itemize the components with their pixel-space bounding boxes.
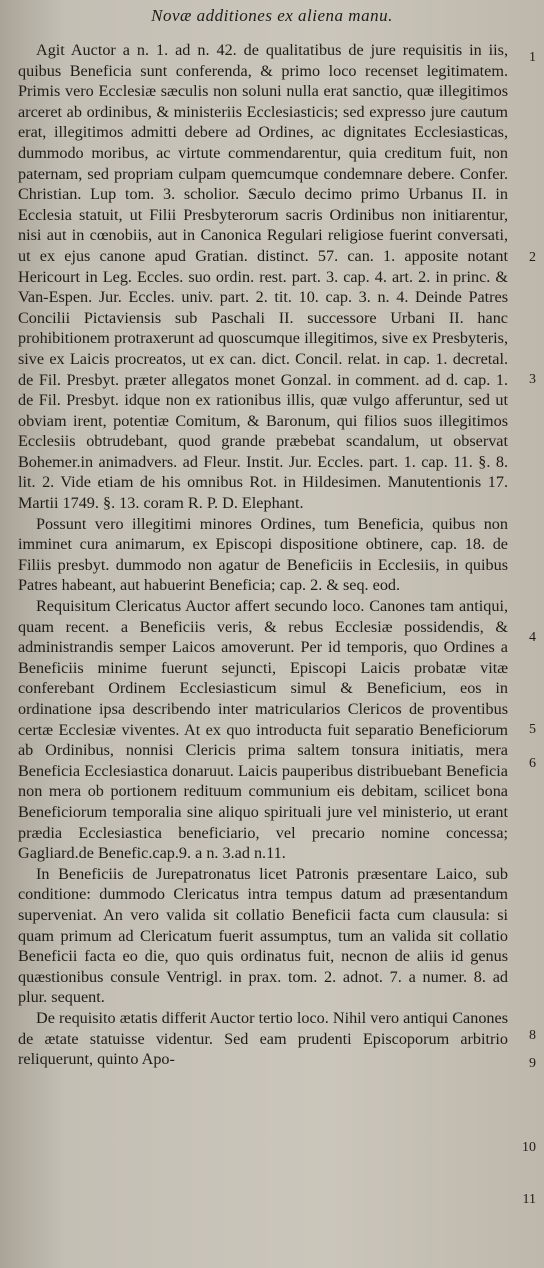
running-head: Novæ additiones ex aliena manu. <box>151 6 393 25</box>
paragraph-2: Possunt vero illegitimi minores Ordines, tum Beneficia, quibus non imminet cura animarum, ex Episcopi dispositione obtinere, cap. 18. de Filiis presbyt. dummodo non agatur de Beneficiis in Ecclesiis, in quibus Patres habeant, aut habuerint Beneficia; cap. 2. & seq. eod. <box>18 514 508 595</box>
margin-number-1: 1 <box>529 50 536 65</box>
margin-number-8: 8 <box>529 1028 536 1043</box>
margin-number-6: 6 <box>529 756 536 771</box>
paragraph-3: Requisitum Clericatus Auctor affert secundo loco. Canones tam antiqui, quam recent. a Beneficiis veris, & rebus Ecclesiæ possidendis, & administrandis semper Laicos amoverunt. Per id temporis, quo Ordines a Beneficiis minime fuerunt sejuncti, Episcopi Laicis probatæ vitæ conferebant Ordinem Ecclesiasticum simul & Beneficium, eos in ordinatione ipsa describendo inter matricularios Clericos de proventibus certæ Ecclesiæ viventes. At ex quo introducta fuit separatio Beneficiorum ab Ordinibus, nonnisi Clericis prima saltem tonsura initiatis, mera Beneficia Ecclesiastica donaruut. Laicis pauperibus distribuebant Beneficia non mera ob portionem redituum communium eis debitam, scilicet bona Beneficiorum temporalia sine aliquo spirituali jure vel ministerio, ut erant prædia Ecclesiastica beneficiario, vel precario nomine concessa; Gagliard.de Benefic.cap.9. a n. 3.ad n.11. <box>18 597 508 863</box>
text-block <box>18 40 508 1070</box>
paragraph-4: In Beneficiis de Jurepatronatus licet Patronis præsentare Laico, sub conditione: dummodo Clericatus intra tempus datum ad præsentandum superveniat. An vero valida sit collatio Beneficii facta cum clausula: si quam primum ad Clericatum fuerit assumptus, tum an valida sit collatio Beneficii facta eo die, quo quis ordinatus fuit, necnon de aliis id genus quæstionibus consule Ventrigl. in prax. tom. 2. adnot. 7. a numer. 8. ad plur. sequent. <box>18 864 508 1007</box>
margin-number-4: 4 <box>529 630 536 645</box>
margin-number-2: 2 <box>529 250 536 265</box>
paragraph-1: Agit Auctor a n. 1. ad n. 42. de qualitatibus de jure requisitis in iis, quibus Beneficia sunt conferenda, & primo loco recenset legitimatem. Primis vero Ecclesiæ sæculis non soluni nulla erat sanctio, quæ illegitimos arceret ab ordinibus, & ministeriis Ecclesiasticis; sed expresso jure cautum erat, illegitimos admitti debere ad Ordines, ac dignitates Ecclesiasticas, dummodo moribus, ac virtute commendarentur, quia creditum fuit, non paternam, sed propriam culpam quemcumque condemnare debere. Confer. Christian. Lup tom. 3. scholior. Sæculo decimo primo Urbanus II. in Ecclesia statuit, ut Filii Presbyterorum sacris Ordinibus non initiarentur, nisi aut in cœnobiis, aut in Canonica Regulari religiose fuerint conversati, ut ex ejus canone apud Gratian. distinct. 57. can. 1. apposite notant Hericourt in Leg. Eccles. suo ordin. rest. part. 3. cap. 4. art. 2. in princ. & Van-Espen. Jur. Eccles. univ. part. 2. tit. 10. cap. 3. n. 4. Deinde Patres Concilii Pictaviensis sub Paschali II. successore Urbani II. hanc prohibitionem protraxerunt ad quoscumque illegitimos, sive ex Presbyteris, sive ex Laicis procreatos, ut ex can. dict. Concil. relat. in cap. 1. decretal. de Fil. Presbyt. præter allegatos monet Gonzal. in comment. ad d. cap. 1. de Fil. Presbyt. idque non ex rationibus illis, quæ vulgo afferuntur, sed ut obviam irent, potentiæ Comitum, & Baronum, qui filios suos illegitimos Ecclesiis obtrudebant, quod grande præbebat scandalum, ut observat Bohemer.in animadvers. ad Fleur. Instit. Jur. Eccles. part. 1. cap. 11. §. 8. lit. 2. Vide etiam de his omnibus Rot. in Hildesimen. Manutentionis 17. Martii 1749. §. 13. coram R. P. D. Elephant. <box>18 41 508 513</box>
margin-number-9: 9 <box>529 1056 536 1071</box>
margin-number-5: 5 <box>529 722 536 737</box>
margin-number-3: 3 <box>529 372 536 387</box>
paragraph-5: De requisito ætatis differit Auctor tertio loco. Nihil vero antiqui Canones de ætate statuisse videntur. Sed eam prudenti Episcoporum arbitrio reliquerunt, quinto Apo- <box>18 1008 508 1069</box>
margin-number-10: 10 <box>522 1140 536 1155</box>
margin-number-11: 11 <box>522 1192 536 1207</box>
